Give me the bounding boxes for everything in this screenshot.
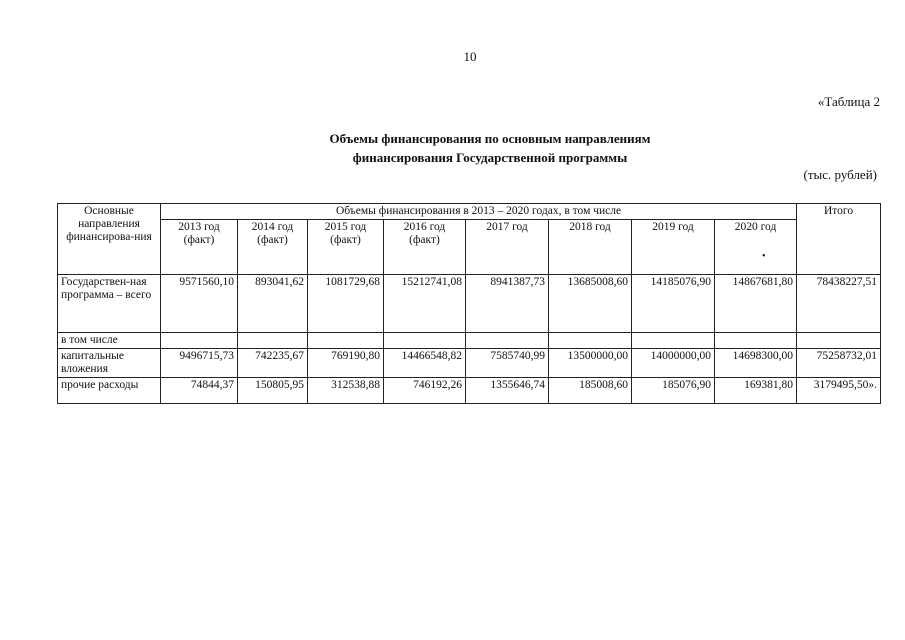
cell-value: 74844,37 <box>161 378 238 404</box>
cell-value: 8941387,73 <box>466 275 549 333</box>
title-line-2: финансирования Государственной программы <box>352 150 628 165</box>
year-header: 2016 год (факт) <box>384 220 466 275</box>
cell-value <box>161 333 238 349</box>
cell-value: 14185076,90 <box>632 275 715 333</box>
cell-total: 3179495,50». <box>797 378 881 404</box>
table-row <box>58 275 881 333</box>
cell-value: 7585740,99 <box>466 349 549 378</box>
cell-value: 9496715,73 <box>161 349 238 378</box>
cell-value: 312538,88 <box>308 378 384 404</box>
table-label: «Таблица 2 <box>817 94 880 109</box>
cell-value: 13500000,00 <box>549 349 632 378</box>
cell-value: 893041,62 <box>238 275 308 333</box>
year-header: 2013 год (факт) <box>161 220 238 275</box>
cell-value: 769190,80 <box>308 349 384 378</box>
cell-value <box>238 333 308 349</box>
table-row <box>58 349 881 378</box>
stray-dot-mark: • <box>762 251 766 262</box>
header-financing-span: Объемы финансирования в 2013 – 2020 годах, в том числе <box>161 204 797 220</box>
cell-value: 9571560,10 <box>161 275 238 333</box>
header-directions: Основные направления финансирова-ния <box>58 204 161 275</box>
cell-value: 14466548,82 <box>384 349 466 378</box>
title-line-1: Объемы финансирования по основным направлениям <box>329 131 651 146</box>
cell-value: 185076,90 <box>632 378 715 404</box>
cell-value <box>308 333 384 349</box>
cell-value <box>466 333 549 349</box>
header-total: Итого <box>797 204 881 275</box>
row-label: прочие расходы <box>58 378 161 404</box>
cell-value <box>715 333 797 349</box>
cell-value <box>632 333 715 349</box>
cell-value: 150805,95 <box>238 378 308 404</box>
row-label: в том числе <box>58 333 161 349</box>
header-row-1 <box>58 204 881 220</box>
row-label: Государствен-ная программа – всего <box>58 275 161 333</box>
financing-table <box>57 203 881 404</box>
cell-total <box>797 333 881 349</box>
cell-value: 14000000,00 <box>632 349 715 378</box>
cell-value: 14867681,80 <box>715 275 797 333</box>
year-header: 2014 год (факт) <box>238 220 308 275</box>
cell-value: 742235,67 <box>238 349 308 378</box>
cell-value: 169381,80 <box>715 378 797 404</box>
year-header: 2020 год <box>715 220 797 275</box>
year-header: 2018 год <box>549 220 632 275</box>
year-header: 2015 год (факт) <box>308 220 384 275</box>
cell-value: 746192,26 <box>384 378 466 404</box>
table-row <box>58 333 881 349</box>
cell-value: 13685008,60 <box>549 275 632 333</box>
cell-value: 15212741,08 <box>384 275 466 333</box>
cell-value: 1081729,68 <box>308 275 384 333</box>
cell-value <box>549 333 632 349</box>
cell-value <box>384 333 466 349</box>
row-label: капитальные вложения <box>58 349 161 378</box>
cell-total: 78438227,51 <box>797 275 881 333</box>
cell-value: 14698300,00 <box>715 349 797 378</box>
year-header: 2017 год <box>466 220 549 275</box>
units-label: (тыс. рублей) <box>803 167 877 182</box>
table-row <box>58 378 881 404</box>
cell-value: 185008,60 <box>549 378 632 404</box>
year-header: 2019 год <box>632 220 715 275</box>
cell-total: 75258732,01 <box>797 349 881 378</box>
cell-value: 1355646,74 <box>466 378 549 404</box>
header-row-2 <box>58 220 881 275</box>
page-number: 10 <box>463 49 477 64</box>
table-title <box>0 129 905 167</box>
